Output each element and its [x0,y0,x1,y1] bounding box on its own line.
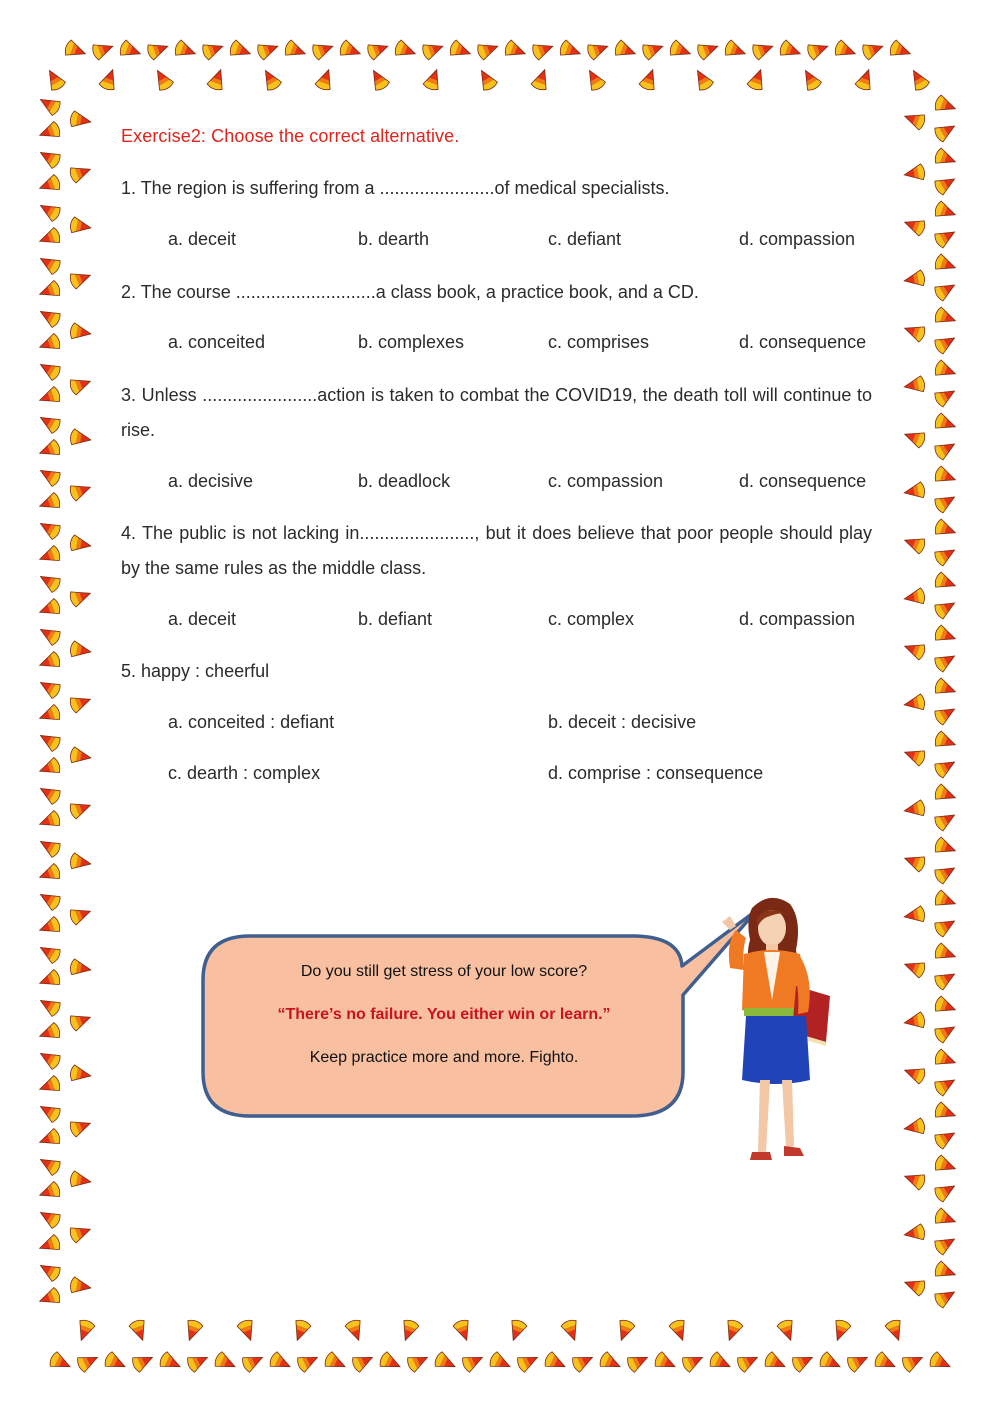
option-c: c. compassion [548,471,664,491]
exercise-title: Exercise2: Choose the correct alternative. [121,126,460,146]
question-1: 1. The region is suffering from a .......................of medical specialists. [121,178,670,198]
question-5: 5. happy : cheerful [121,661,270,681]
option-d: d. consequence [739,332,867,352]
question-4: 4. The public is not lacking in......................., but it does believe that poor people should play by the same rules as the middle class. [121,523,872,578]
question-2: 2. The course ............................a class book, a practice book, and a CD. [121,282,699,302]
option-c: c. comprises [548,332,650,352]
option-c: c. complex [548,609,635,629]
option-b: b. deceit : decisive [548,712,697,732]
option-c: c. defiant [548,229,622,249]
option-b: b. dearth [358,229,430,249]
bubble-encouragement: Keep practice more and more. Fighto. [309,1049,579,1066]
option-b: b. defiant [358,609,433,629]
option-d: d. comprise : consequence [548,763,764,783]
option-a: a. deceit [168,229,237,249]
question-3: 3. Unless .......................action is taken to combat the COVID19, the death toll will continue to rise. [121,385,872,440]
option-d: d. compassion [739,609,856,629]
bubble-quote: “There’s no failure. You either win or learn.” [277,1006,611,1023]
option-b: b. deadlock [358,471,451,491]
option-a: a. deceit [168,609,237,629]
option-a: a. decisive [168,471,254,491]
teacher-illustration [700,890,850,1190]
option-d: d. compassion [739,229,856,249]
option-c: c. dearth : complex [168,763,321,783]
option-b: b. complexes [358,332,465,352]
option-a: a. conceited : defiant [168,712,335,732]
option-d: d. consequence [739,471,867,491]
option-a: a. conceited [168,332,266,352]
bubble-question: Do you still get stress of your low score? [300,963,588,980]
